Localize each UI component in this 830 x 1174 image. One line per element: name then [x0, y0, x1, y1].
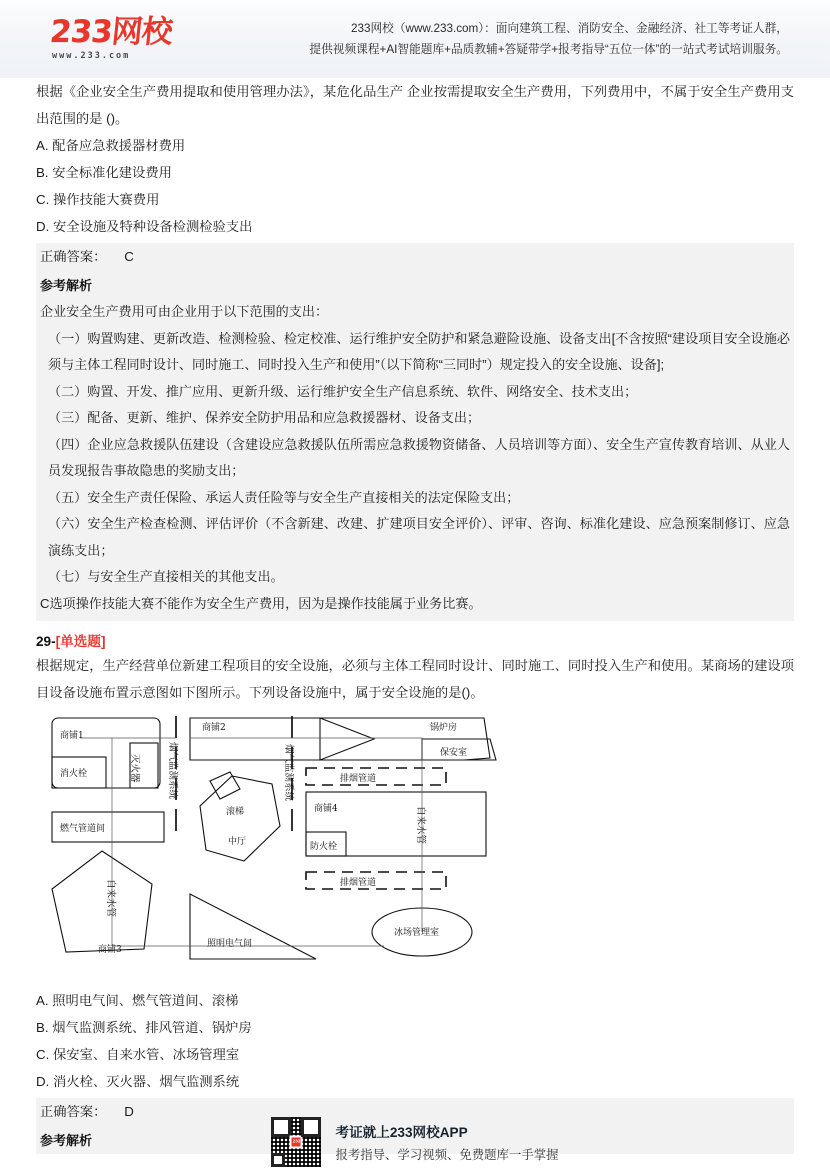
site-logo — [0, 14, 210, 61]
analysis-para-7: （七）与安全生产直接相关的其他支出。 — [48, 569, 284, 584]
question-2-option-d[interactable]: D. 消火栓、灭火器、烟气监测系统 — [36, 1074, 240, 1089]
qr-center-logo: 233 — [290, 1136, 303, 1149]
label-boiler-room: 锅炉房 — [430, 723, 458, 733]
question-1-answer-value: C — [124, 249, 134, 264]
question-1-answer-row — [36, 243, 794, 271]
question-2-option-b[interactable]: B. 烟气监测系统、排风管道、锅炉房 — [36, 1020, 252, 1035]
question-2-answer-label: 正确答案： — [40, 1104, 107, 1119]
question-1-option-c[interactable]: C. 操作技能大赛费用 — [36, 192, 160, 207]
header-tagline — [210, 18, 830, 60]
label-fire-hydrant2: 防火栓 — [310, 842, 338, 852]
label-shop3: 商铺3 — [98, 945, 122, 955]
shape-shop3-pentagon — [52, 851, 152, 952]
question-1 — [36, 78, 794, 621]
shape-triangle — [320, 718, 374, 760]
question-1-option-b[interactable]: B. 安全标准化建设费用 — [36, 165, 172, 180]
label-shop4: 商铺4 — [314, 804, 338, 814]
footer-text-block — [335, 1121, 558, 1163]
header-tagline-line2: 提供视频课程+AI智能题库+品质教辅+答疑带学+报考指导“五位一体”的一站式考试培训服务。 — [309, 43, 788, 56]
question-1-analysis-body — [36, 299, 794, 621]
question-1-option-d[interactable]: D. 安全设施及特种设备检测检验支出 — [36, 219, 253, 234]
shape-lighting-room-triangle — [190, 894, 316, 959]
label-shop2: 商铺2 — [202, 723, 226, 733]
header-tagline-line1: 233网校（www.233.com）：面向建筑工程、消防安全、金融经济、社工等考证人群， — [350, 22, 788, 35]
question-2-type-tag: [单选题] — [55, 634, 106, 649]
qr-code-icon — [271, 1117, 321, 1167]
page-footer — [0, 1110, 830, 1174]
label-smoke-system-left: 烟气监测系统 — [167, 742, 178, 800]
label-atrium: 中厅 — [228, 837, 247, 847]
question-2-answer-value: D — [124, 1104, 134, 1119]
question-2-analysis-title: 参考解析 — [36, 1126, 794, 1154]
analysis-para-2: （二）购置、开发、推广应用、更新升级、运行维护安全生产信息系统、软件、网络安全、技术支出； — [48, 383, 638, 399]
analysis-para-5: （五）安全生产责任保险、承运人责任险等与安全生产直接相关的法定保险支出； — [48, 489, 520, 505]
question-1-stem: 根据《企业安全生产费用提取和使用管理办法》，某危化品生产 企业按需提取安全生产费用，下列费用中，不属于安全生产费用支出范围的是 ()。 — [36, 84, 794, 126]
label-exhaust-duct-bottom: 排烟管道 — [340, 878, 377, 888]
analysis-para-4: （四）企业应急救援队伍建设（含建设应急救援队伍所需应急救援物资储备、人员培训等方面）、安全生产宣传教育培训、从业人员发现报告事故隐患的奖励支出； — [48, 436, 790, 478]
label-exhaust-duct-top: 排烟管道 — [340, 774, 377, 784]
label-security-room: 保安室 — [440, 748, 468, 758]
label-lighting-room: 照明电气间 — [207, 939, 253, 949]
page-header — [0, 0, 830, 78]
label-escalator: 滚梯 — [226, 807, 245, 817]
question-2-number: 29- — [36, 634, 56, 649]
question-2-option-c[interactable]: C. 保安室、自来水管、冰场管理室 — [36, 1047, 240, 1062]
analysis-para-8: C选项操作技能大赛不能作为安全生产费用，因为是操作技能属于业务比赛。 — [40, 595, 482, 611]
footer-subtitle: 报考指导、学习视频、免费题库一手掌握 — [335, 1148, 559, 1162]
label-extinguisher: 灭火器 — [129, 754, 140, 783]
label-gas-pipe-room: 燃气管道间 — [60, 824, 106, 834]
label-water-pipe-right: 自来水管 — [415, 806, 426, 845]
label-water-pipe-left: 自来水管 — [105, 879, 116, 918]
shape-escalator — [210, 772, 240, 799]
question-1-answer-label: 正确答案： — [40, 249, 107, 264]
question-2-header — [36, 630, 794, 650]
facility-layout-diagram — [36, 714, 794, 981]
logo-text: 233网校 — [48, 14, 174, 50]
footer-title: 考证就上233网校APP — [335, 1125, 468, 1140]
question-1-analysis-title: 参考解析 — [36, 271, 794, 299]
analysis-para-3: （三）配备、更新、维护、保养安全防护用品和应急救援器材、设备支出； — [48, 410, 481, 425]
question-2-stem: 根据规定，生产经营单位新建工程项目的安全设施，必须与主体工程同时设计、同时施工、同时投入生产和使用。某商场的建设项目设备设施布置示意图如下图所示。下列设备设施中，属于安全设施的是()。 — [36, 658, 794, 700]
analysis-para-6: （六）安全生产检查检测、评估评价（不含新建、改建、扩建项目安全评价）、评审、咨询、标准化建设、应急预案制修订、应急演练支出； — [48, 516, 790, 558]
label-hydrant: 消火栓 — [60, 769, 88, 779]
diagram-svg — [44, 714, 544, 976]
question-2 — [36, 630, 794, 1154]
question-2-option-a[interactable]: A. 照明电气间、燃气管道间、滚梯 — [36, 993, 239, 1008]
analysis-para-1: （一）购置购建、更新改造、检测检验、检定校准、运行维护安全防护和紧急避险设施、设备支出[不含按照“建设项目安全设施必须与主体工程同时设计、同时施工、同时投入生产和使用”（以下简称“三同时”）规定投入的安全设施、设备]; — [48, 330, 790, 372]
label-shop1: 商铺1 — [60, 731, 84, 741]
analysis-para-0: 企业安全生产费用可由企业用于以下范围的支出： — [40, 304, 329, 319]
question-1-option-a[interactable]: A. 配备应急救援器材费用 — [36, 138, 186, 153]
page-content — [0, 78, 830, 1154]
logo-url: www.233.com — [52, 51, 131, 61]
label-rink-office: 冰场管理室 — [394, 928, 440, 938]
label-smoke-system-mid: 烟气监测系统 — [283, 744, 294, 802]
